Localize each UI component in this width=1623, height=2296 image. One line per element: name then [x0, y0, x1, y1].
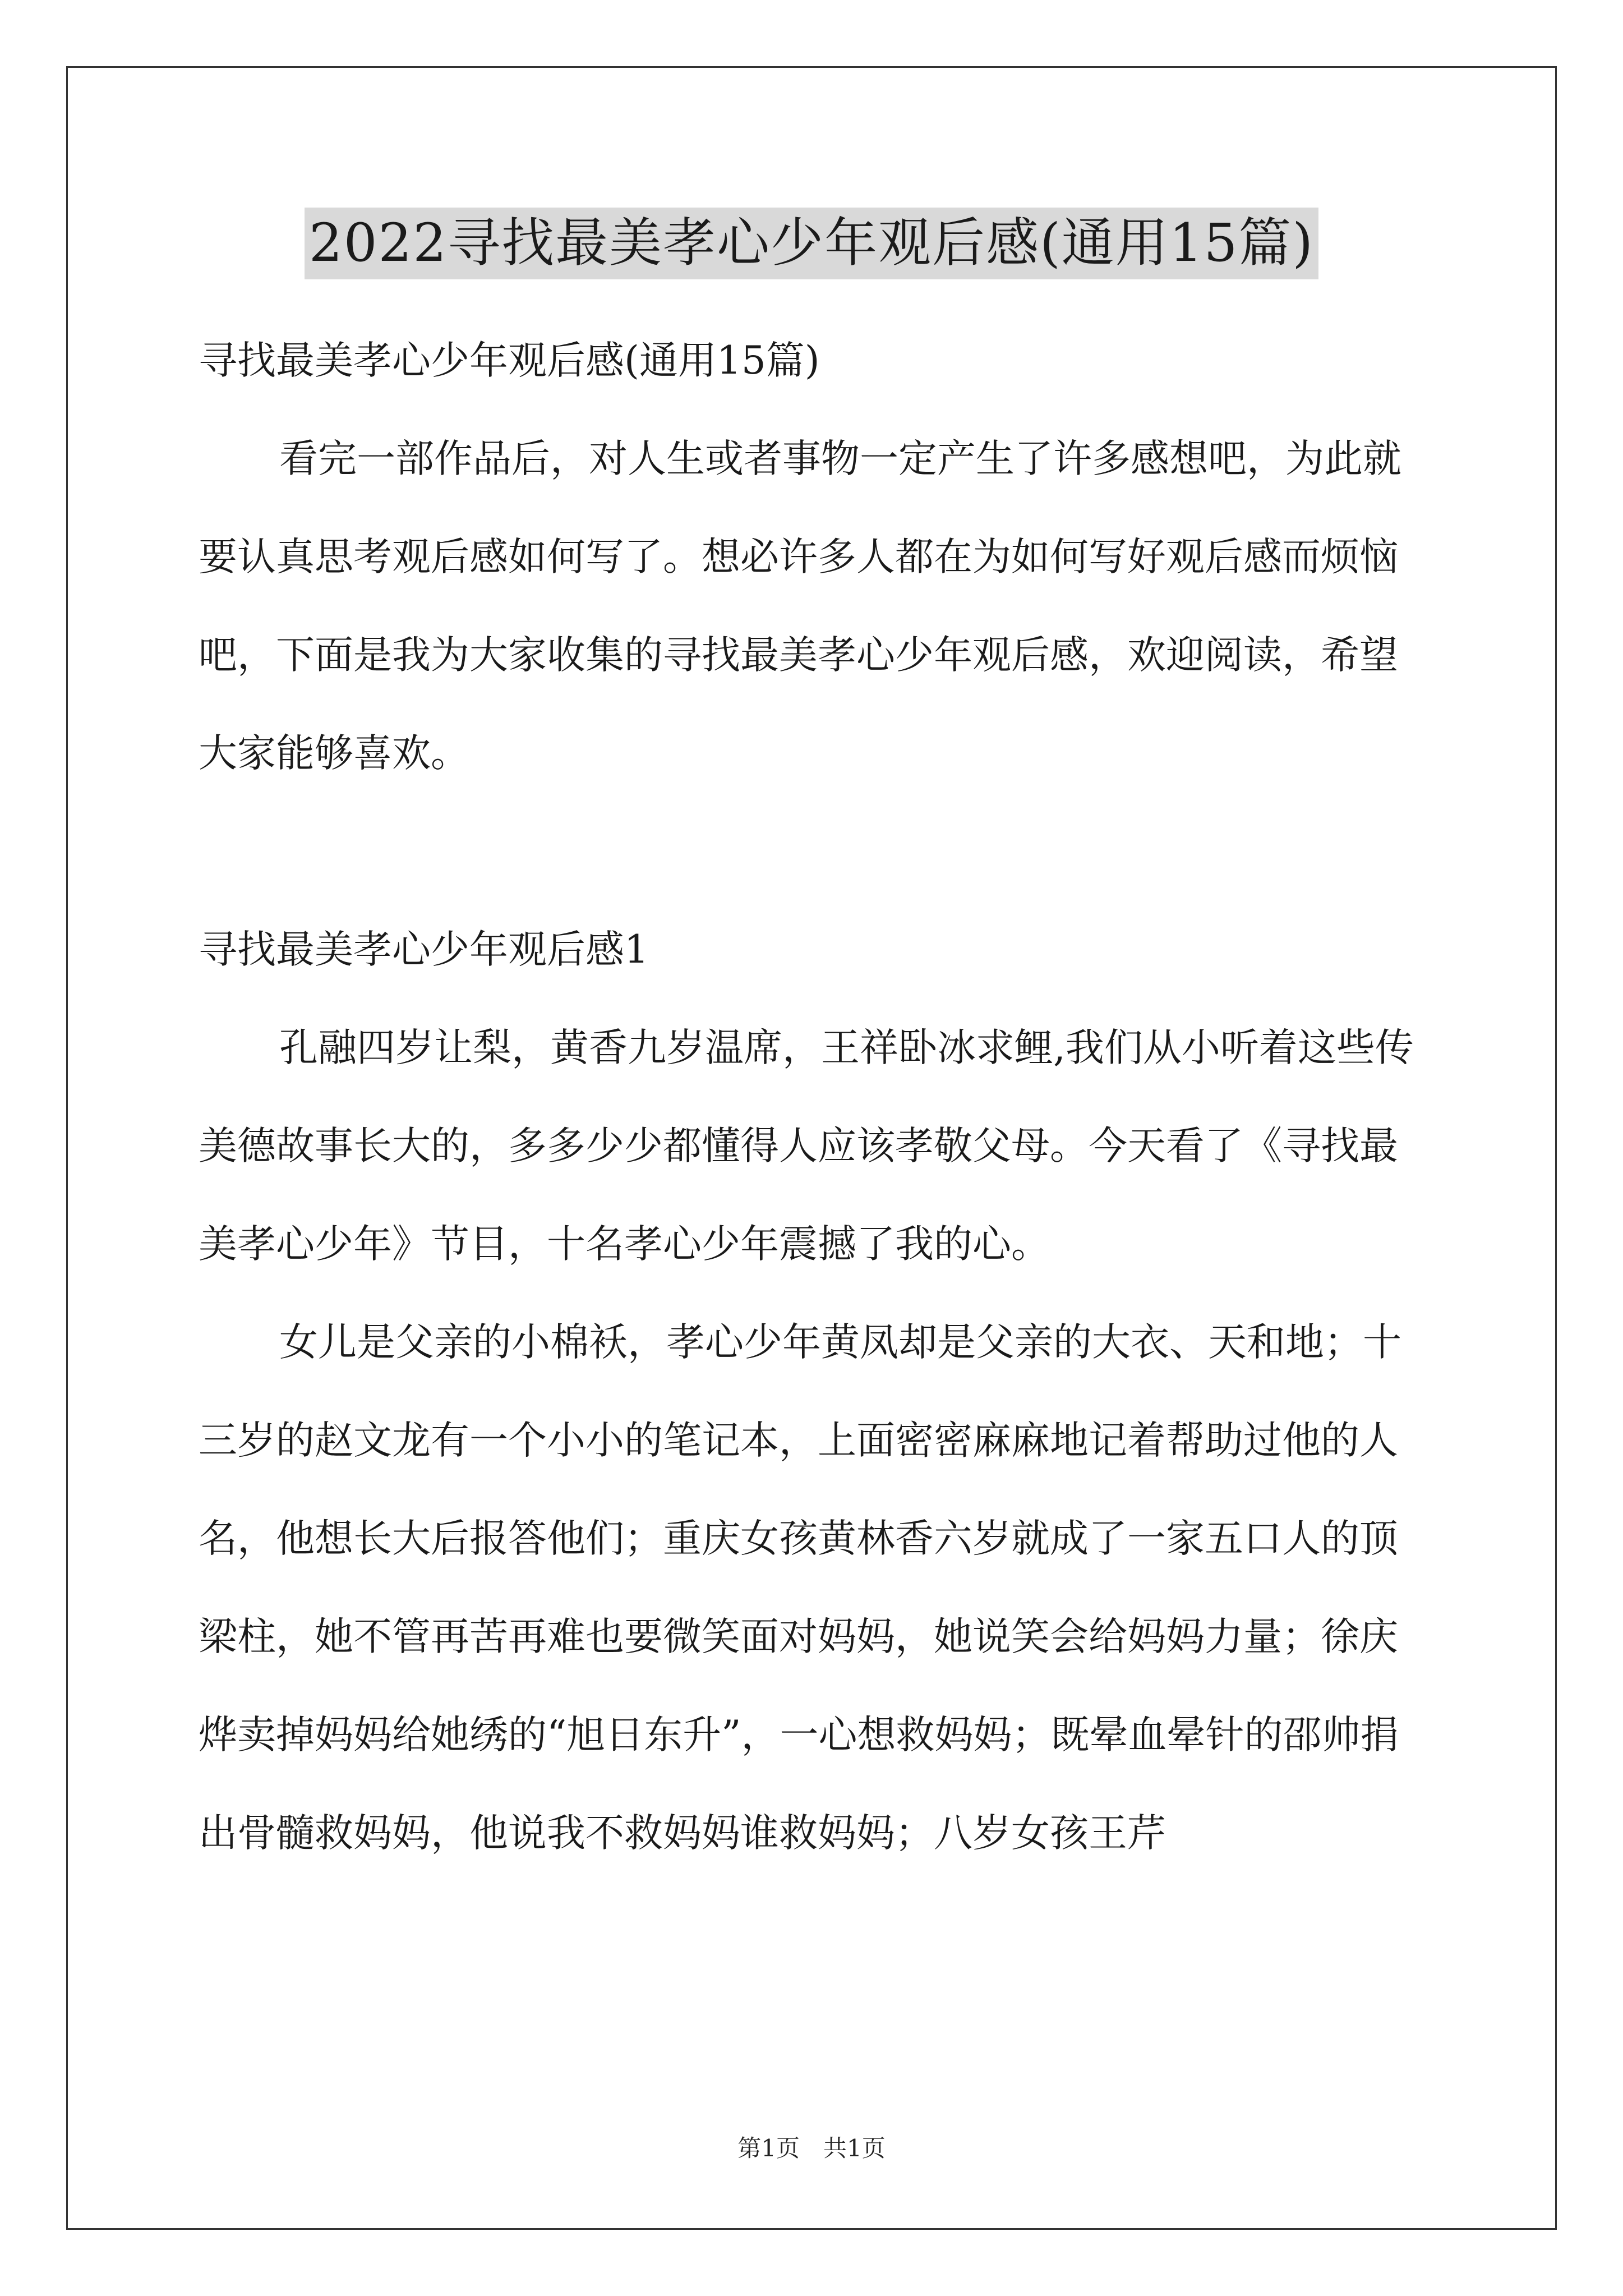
document-title: 2022寻找最美孝心少年观后感(通用15篇) — [305, 208, 1318, 279]
blank-line — [199, 803, 1427, 901]
page-number: 第1页 共1页 — [737, 2134, 886, 2162]
title-container — [0, 208, 1623, 279]
section-heading: 寻找最美孝心少年观后感1 — [199, 927, 649, 972]
document-body — [199, 312, 1427, 1883]
document-subtitle: 寻找最美孝心少年观后感(通用15篇) — [199, 338, 820, 383]
intro-paragraph: 看完一部作品后，对人生或者事物一定产生了许多感想吧，为此就要认真思考观后感如何写了。想必许多人都在为如何写好观后感而烦恼吧，下面是我为大家收集的寻找最美孝心少年观后感，欢迎阅读，希望大家能够喜欢。 — [199, 436, 1401, 776]
page-footer — [0, 2132, 1623, 2165]
body-paragraph-1: 孔融四岁让梨，黄香九岁温席，王祥卧冰求鲤,我们从小听着这些传美德故事长大的，多多少少都懂得人应该孝敬父母。今天看了《寻找最美孝心少年》节目，十名孝心少年震撼了我的心。 — [199, 1025, 1414, 1267]
body-paragraph-2: 女儿是父亲的小棉袄，孝心少年黄凤却是父亲的大衣、天和地；十三岁的赵文龙有一个小小的笔记本，上面密密麻麻地记着帮助过他的人名，他想长大后报答他们；重庆女孩黄林香六岁就成了一家五口人的顶梁柱，她不管再苦再难也要微笑面对妈妈，她说笑会给妈妈力量；徐庆烨卖掉妈妈给她绣的“旭日东升”，一心想救妈妈；既晕血晕针的邵帅捐出骨髓救妈妈，他说我不救妈妈谁救妈妈；八岁女孩王芹 — [199, 1320, 1401, 1856]
